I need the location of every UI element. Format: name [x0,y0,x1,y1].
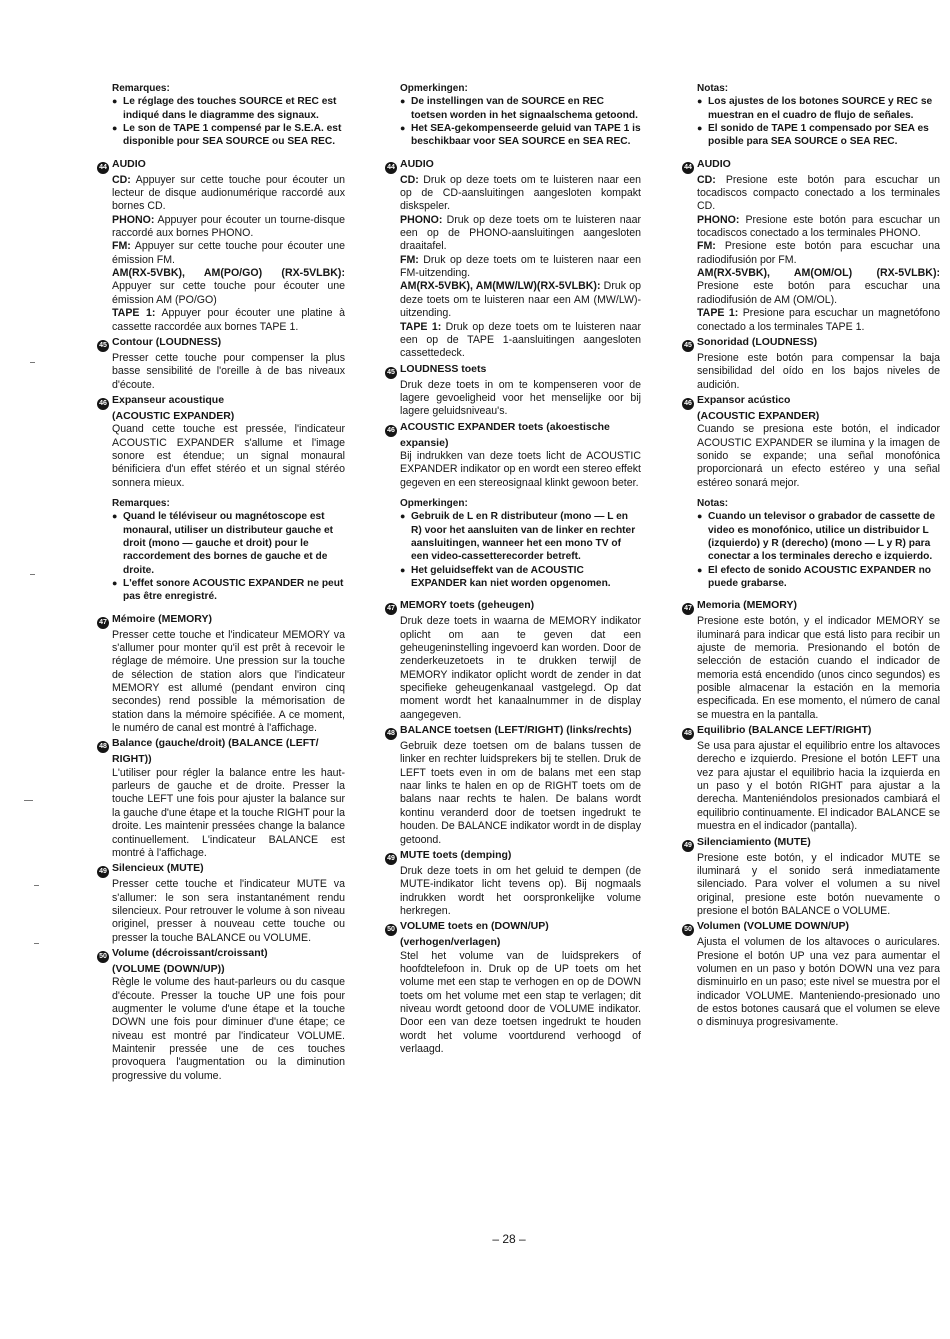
margin-mark [34,885,39,886]
fm-text: Presione este botón para escuchar una radiodifusión por FM. [697,240,940,266]
section-body: Se usa para ajustar el equilibrio entre los altavoces derecho e izquierdo. Presione el botón LEFT una vez para ajustar el equilibrio hacia la izquierda en un paso y el botón RIGHT para ajustar a la derecha. Manteniéndolos presionados cambiará el equilibrio continuamente. El indicador BALANCE se muestra en el indicador (pantalla). [697,740,940,833]
section-title: AUDIO [112,157,146,170]
section-body: Presione este botón para compensar la baja sensibilidad del oído en los bajos niveles de audición. [697,351,940,391]
item-number-badge: 44 [682,162,694,174]
remark-item: ● De instellingen van de SOURCE en REC toetsen worden in het signaalschema getoond. [400,95,641,122]
section-body: Druk deze toets in om te kompenseren voor de lagere gevoeligheid voor het menselijke oor bij lagere geluidsniveau's. [400,378,641,418]
item-number-badge: 45 [682,340,694,352]
tape-text: Druk op deze toets om te luisteren naar een op de TAPE 1-aansluitingen aangesloten cassettedeck. [400,320,641,360]
am-label: AM(RX-5VBK), AM(OM/OL) (RX-5VLBK): [697,267,940,280]
tape-label: TAPE 1: [112,307,156,320]
section-audio [682,158,940,334]
cd-text: Appuyer sur cette touche pour écouter un lecteur de disque audionumérique raccordé aux bornes CD. [112,173,346,213]
section-title: Equilibrio (BALANCE LEFT/RIGHT) [697,724,872,737]
item-number-badge: 50 [385,924,397,936]
item-number-badge: 48 [97,741,109,753]
section-title: AUDIO [400,157,434,170]
cd-label: CD: [697,173,716,186]
item-number-badge: 45 [97,340,109,352]
section-balance [385,724,641,847]
item-number-badge: 49 [97,866,109,878]
cd-text: Druk op deze toets om te luisteren naar een op de CD-aansluitingen aangesloten kompakt diskspeler. [400,173,641,213]
item-number-badge: 50 [682,924,694,936]
section-volume [97,947,345,1083]
remarks-title: Notas: [697,497,729,509]
remark-item: ● Gebruik de L en R distributeur (mono — L en R) voor het aansluiten van de linker en rechter aansluitingen, wanneer het een mono TV of een video-cassetterecorder betreft. [400,510,641,563]
section-body: Presser cette touche pour compenser la plus basse sensibilité de l'oreille à de bas niveaux d'écoute. [112,351,345,391]
remarks-box [385,497,641,590]
am-text: Appuyer sur cette touche pour écouter une émission AM (PO/GO) [112,280,345,306]
section-body: Druk deze toets in om het geluid te dempen (de MUTE-indikator licht tevens op). Bij nogmaals indrukken wordt het oorspronkelijke volume herkregen. [400,864,641,917]
section-memory [385,599,641,722]
section-subtitle: (ACOUSTIC EXPANDER) [112,409,235,422]
section-loudness [385,363,641,419]
item-number-badge: 44 [385,162,397,174]
section-body: Presser cette touche et l'indicateur MUTE va s'allumer: le son sera instantanément rendu silencieux. Pour retrouver le volume à son niveau originel, presser à nouveau cette touche ou presser la touche BALANCE ou VOLUME. [112,878,345,944]
section-memory [97,613,345,736]
section-acoustic-expander [385,421,641,591]
section-body: Presione este botón, y el indicador MUTE se iluminará y el sonido será inmediatamente silenciado. Para volver el volumen a su nivel original, presione este botón nuevamente o presione el botón BALANCE o VOLUME. [697,851,940,917]
section-title: Expansor acústico [697,393,791,406]
section-title: MEMORY toets (geheugen) [400,599,535,612]
section-mute [682,836,940,919]
section-mute [385,849,641,918]
section-title: Contour (LOUDNESS) [112,335,222,348]
section-title: Mémoire (MEMORY) [112,612,212,625]
remarks-title: Remarques: [112,497,170,509]
section-title: Silenciamiento (MUTE) [697,835,811,848]
margin-mark [24,800,33,801]
remark-item: ● Het SEA-gekompenseerde geluid van TAPE 1 is beschikbaar voor SEA SOURCE en SEA REC. [400,122,641,149]
item-number-badge: 50 [97,951,109,963]
section-body: Gebruik deze toetsen om de balans tussen de linker en rechter luidsprekers bij te stellen. Druk de LEFT toets even in om de balans met een stap naar links te halen en op de RIGHT toets om de balans naar rechts te halen. De balans wordt kontinu veranderd door de toetsen ingedrukt te houden. De BALANCE indikator wordt in de display getoond. [400,740,641,846]
remark-item: ● Quand le téléviseur ou magnétoscope est monaural, utiliser un distributeur gauche et droit (mono — gauche et droit) pour le raccordement des bornes de gauche et de droite. [112,510,345,577]
remark-item: ● Het geluidseffekt van de ACOUSTIC EXPANDER kan niet worden opgenomen. [400,564,641,591]
section-title: MUTE toets (demping) [400,848,512,861]
column-spanish [682,82,940,1030]
section-balance [682,724,940,833]
remark-item: ● El sonido de TAPE 1 compensado por SEA es posible para SEA SOURCE o SEA REC. [697,122,940,149]
section-title: Volumen (VOLUME DOWN/UP) [697,920,850,933]
remarks-box [682,497,940,590]
section-title: Balance (gauche/droit) (BALANCE (LEFT/ RIGHT)) [112,737,319,766]
item-number-badge: 46 [682,398,694,410]
page-number: – 28 – [492,1232,526,1246]
section-title: Memoria (MEMORY) [697,599,797,612]
section-title: Expanseur acoustique [112,393,225,406]
fm-text: Appuyer sur cette touche pour écouter une émission FM. [112,240,346,266]
item-number-badge: 47 [682,603,694,615]
section-title: VOLUME toets en (DOWN/UP) (verhogen/verlagen) [400,920,549,949]
am-label: AM(RX-5VBK), AM(MW/LW)(RX-5VLBK): [400,280,601,293]
item-number-badge: 48 [385,728,397,740]
section-audio [97,158,345,334]
section-body: Presser cette touche et l'indicateur MEMORY va s'allumer pour monter qu'il est prêt à recevoir le réglage de mémoire. Une pression sur la touche de sélection de station alors que l'indicateur MEMORY est allumé (pendant environ cinq secondes) rend possible la mémorisation de station dans la mémoire spécifiée. A ce moment, le numéro de canal est montré à l'affichage. [112,628,345,735]
phono-label: PHONO: [400,213,443,226]
section-acoustic-expander [97,394,345,604]
remarks-top [385,82,641,149]
remarks-title: Notas: [697,83,729,94]
section-loudness [682,336,940,392]
remarks-top [682,82,940,149]
tape-label: TAPE 1: [400,320,442,333]
column-french [97,82,345,1083]
remark-item: ● El efecto de sonido ACOUSTIC EXPANDER no puede grabarse. [697,564,940,591]
remarks-title: Opmerkingen: [400,83,468,94]
section-body: Quand cette touche est pressée, l'indicateur ACOUSTIC EXPANDER s'allume et l'image sonore est étendue; un signal monaural bénificiera d'un effet stéréo et un signal stéréo sonnera mieux. [112,423,345,489]
item-number-badge: 45 [385,367,397,379]
remark-item: ● L'effet sonore ACOUSTIC EXPANDER ne peut pas être enregistré. [112,577,345,604]
phono-label: PHONO: [112,213,155,226]
fm-label: FM: [400,253,419,266]
section-body: Presione este botón, y el indicador MEMORY se iluminará para indicar que está listo para recibir un ajuste de memoria. Presionando el botón de selección de estación cuando el indicador de memoria está encendido (unos cinco segundos) es posible almacenar la estación en la memoria especificada. En ese momento, el número de canal se muestra en la pantalla. [697,615,940,721]
fm-label: FM: [112,240,131,253]
am-text: Presione este botón para escuchar una radiodifusión de AM (OM/OL). [697,280,940,306]
item-number-badge: 48 [682,728,694,740]
item-number-badge: 44 [97,162,109,174]
remark-item: ● Le réglage des touches SOURCE et REC est indiqué dans le diagramme des signaux. [112,95,345,122]
tape-text: Appuyer pour écouter une platine à cassette raccordée aux bornes TAPE 1. [112,307,346,333]
section-subtitle: (VOLUME (DOWN/UP)) [112,962,225,975]
remarks-box [97,497,345,604]
section-body: Règle le volume des haut-parleurs ou du casque d'écoute. Presser la touche UP une fois pour augmenter le volume d'une étape et la touche DOWN une fois pour diminuer d'une étape; ce niveau est montré par l'indicateur VOLUME. Maintenir pressée une de ces touches provoquera l'augmentation ou la diminution progressive du volume. [112,976,345,1082]
am-label: AM(RX-5VBK), AM(PO/GO) (RX-5VLBK): [112,267,345,280]
tape-label: TAPE 1: [697,307,739,320]
margin-mark [30,362,35,363]
section-title: Silencieux (MUTE) [112,862,204,875]
section-volume [385,920,641,1056]
margin-mark [34,943,39,944]
remarks-top [97,82,345,149]
cd-label: CD: [112,173,131,186]
section-body: Cuando se presiona este botón, el indicador ACOUSTIC EXPANDER se ilumina y la imagen de sonido se expande; una señal monofónica proporcionará un efecto estéreo y una señal estéreo sonará mejor. [697,423,940,489]
phono-text: Appuyer pour écouter un tourne-disque raccordé aux bornes PHONO. [112,213,346,240]
remark-item: ● Los ajustes de los botones SOURCE y REC se muestran en el cuadro de flujo de señales. [697,95,940,122]
tape-text: Presione para escuchar un magnetófono conectado a los terminales TAPE 1. [697,307,940,333]
section-volume [682,920,940,1029]
phono-text: Druk op deze toets om te luisteren naar een op de PHONO-aansluitingen aangesloten draaitafel. [400,213,641,253]
margin-mark [30,574,35,575]
section-title: LOUDNESS toets [400,362,487,375]
fm-text: Druk op deze toets om te luisteren naar een FM-uitzending. [400,253,641,280]
remarks-title: Remarques: [112,83,170,94]
section-audio [385,158,641,361]
section-body: Bij indrukken van deze toets licht de ACOUSTIC EXPANDER indikator op en wordt een stereo effekt gegeven en een stereosignaal klinkt gewoon beter. [400,449,641,489]
phono-label: PHONO: [697,213,740,226]
item-number-badge: 47 [97,617,109,629]
section-mute [97,862,345,945]
remarks-title: Opmerkingen: [400,497,468,509]
section-balance [97,737,345,860]
cd-label: CD: [400,173,419,186]
section-body: L'utiliser pour régler la balance entre les haut-parleurs de gauche et de droite. Presser la touche LEFT une fois pour ajuster la balance sur la gauche d'une étape et la touche RIGHT pour la droite. Les maintenir pressées change la balance continuellement. L'indicateur BALANCE est montré à l'affichage. [112,766,345,859]
column-dutch [385,82,641,1056]
item-number-badge: 47 [385,603,397,615]
section-acoustic-expander [682,394,940,590]
item-number-badge: 46 [97,398,109,410]
item-number-badge: 49 [682,840,694,852]
cd-text: Presione este botón para escuchar un tocadiscos compacto conectado a los terminales CD. [697,173,940,213]
section-body: Stel het volume van de luidsprekers of hoofdtelefoon in. Druk op de UP toets om het volume met een stap te verhogen en op de DOWN toets om het volume met een stap te verlagen; dit niveau wordt getoond door de VOLUME indikator. Door een van deze toetsen ingedrukt te houden wordt het volume voortdurend verhoogd of verlaagd. [400,949,641,1055]
section-title: Sonoridad (LOUDNESS) [697,335,818,348]
item-number-badge: 46 [385,425,397,437]
remark-item: ● Cuando un televisor o grabador de cassette de video es monofónico, utilice un distribuidor L (izquierdo) y R (derecho) (mono — L y R) para conectar a los terminales derecho e izquierdo. [697,510,940,563]
section-title: AUDIO [697,157,731,170]
section-memory [682,599,940,722]
fm-label: FM: [697,240,716,253]
section-body: Ajusta el volumen de los altavoces o auriculares. Presione el botón UP una vez para aumentar el volumen en un paso y botón DOWN una vez para disminuirlo en un paso; este nivel se muestra por el indicador VOLUME. Manteniendo-presionado uno de estos botones causará que el volumen se eleve o disminuya progresivamente. [697,936,940,1029]
section-subtitle: (ACOUSTIC EXPANDER) [697,409,820,422]
section-loudness [97,336,345,392]
section-title: ACOUSTIC EXPANDER toets (akoestische expansie) [400,420,610,449]
section-body: Druk deze toets in waarna de MEMORY indikator oplicht om aan te geven dat een geheugeninstelling ingevoerd kan worden. Door de zenderkeuzetoets in te drukken terwijl de MEMORY indikator oplicht wordt de zender in dat specifieke geheugenkanaal vastgelegd. Op dat moment wordt het kanaalnummer in de display aangegeven. [400,615,641,721]
section-title: Volume (décroissant/croissant) [112,946,268,959]
section-title: BALANCE toetsen (LEFT/RIGHT) (links/rechts) [400,724,632,737]
am-text: Druk op deze toets om te luisteren naar een AM (MW/LW)-uitzending. [400,280,641,320]
phono-text: Presione este botón para escuchar un tocadiscos conectado a los terminales PHONO. [697,213,940,240]
item-number-badge: 49 [385,853,397,865]
remark-item: ● Le son de TAPE 1 compensé par le S.E.A. est disponible pour SEA SOURCE ou SEA REC. [112,122,345,149]
